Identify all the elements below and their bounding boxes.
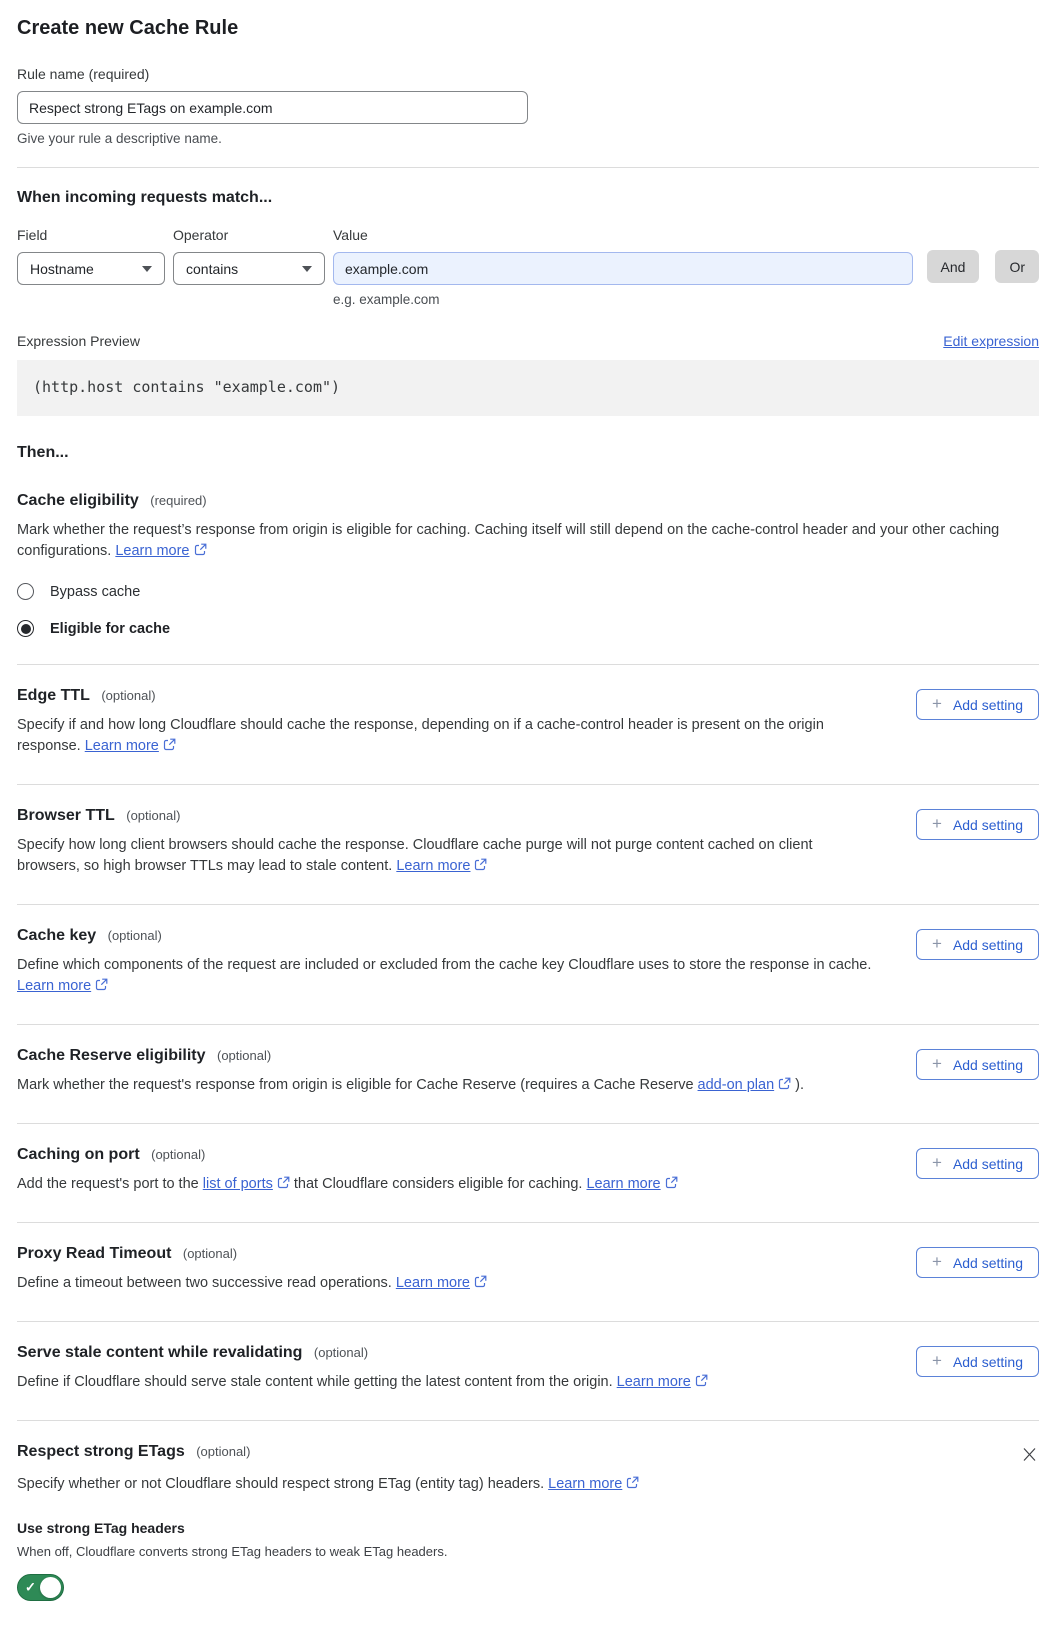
- plus-icon: +: [932, 1054, 942, 1073]
- cache-eligibility-title: Cache eligibility: [17, 492, 139, 509]
- divider: [17, 167, 1039, 168]
- checkmark-icon: ✓: [25, 1579, 36, 1595]
- or-button[interactable]: Or: [995, 250, 1039, 283]
- add-setting-button[interactable]: [916, 1247, 1039, 1278]
- setting-section-main: [17, 687, 916, 757]
- external-link-icon: [474, 858, 487, 871]
- setting-section-main: [17, 1146, 916, 1195]
- section-title: Caching on port: [17, 1146, 140, 1163]
- inline-link[interactable]: Learn more: [17, 978, 92, 994]
- add-setting-label: Add setting: [952, 1155, 1023, 1172]
- external-link-icon: [277, 1176, 290, 1189]
- then-heading: Then...: [17, 444, 69, 461]
- setting-section: [17, 1222, 1039, 1321]
- radio-option-bypass-cache[interactable]: [17, 583, 1039, 600]
- section-badge: (optional): [126, 808, 181, 823]
- add-setting-label: Add setting: [952, 936, 1023, 953]
- external-link-icon: [95, 978, 108, 991]
- chevron-down-icon: [302, 266, 312, 272]
- use-strong-etag-headers-helper: When off, Cloudflare converts strong ETag headers to weak ETag headers.: [17, 1544, 448, 1559]
- close-icon[interactable]: [1020, 1445, 1039, 1464]
- add-setting-button[interactable]: [916, 929, 1039, 960]
- external-link-icon: [194, 543, 207, 556]
- respect-strong-etags-description: Specify whether or not Cloudflare should respect strong ETag (entity tag) headers. Learn more: [17, 1474, 1039, 1495]
- setting-section: [17, 1024, 1039, 1123]
- value-label: Value: [333, 227, 368, 243]
- field-column: [17, 227, 165, 285]
- inline-link[interactable]: Learn more: [586, 1176, 661, 1192]
- condition-join-buttons: [927, 227, 1039, 283]
- section-badge: (optional): [107, 928, 162, 943]
- cache-eligibility-description: Mark whether the request’s response from origin is eligible for caching. Caching itself will still depend on the cache-control header and your other caching configurations. Learn more: [17, 522, 1000, 559]
- expression-preview-label: Expression Preview: [17, 333, 140, 349]
- section-title: Edge TTL: [17, 687, 90, 704]
- inline-link[interactable]: Learn more: [84, 738, 159, 754]
- plus-icon: +: [932, 1351, 942, 1370]
- setting-section: [17, 1123, 1039, 1222]
- plus-icon: +: [932, 814, 942, 833]
- section-title: Cache Reserve eligibility: [17, 1047, 206, 1064]
- inline-link[interactable]: Learn more: [395, 1275, 470, 1291]
- and-button[interactable]: And: [927, 250, 980, 283]
- inline-link[interactable]: Learn more: [548, 1476, 623, 1492]
- external-link-icon: [626, 1476, 639, 1489]
- section-badge: (optional): [313, 1345, 369, 1360]
- plus-icon: +: [932, 934, 942, 953]
- section-badge: (optional): [101, 688, 156, 703]
- section-title: Cache key: [17, 927, 97, 944]
- setting-section-main: [17, 927, 916, 997]
- cache-eligibility-header: [17, 492, 1039, 510]
- inline-link[interactable]: Learn more: [616, 1374, 691, 1390]
- section-description: Add the request's port to the list of ports that Cloudflare considers eligible for caching. Learn more: [17, 1174, 876, 1195]
- setting-section-header: [17, 1245, 876, 1263]
- rule-name-helper: Give your rule a descriptive name.: [17, 131, 222, 146]
- respect-strong-etags-title-group: [17, 1443, 250, 1461]
- inline-link[interactable]: Learn more: [115, 543, 190, 559]
- setting-section-main: [17, 807, 916, 877]
- add-setting-button[interactable]: [916, 809, 1039, 840]
- toggle-knob: [40, 1577, 61, 1598]
- respect-strong-etags-header: [17, 1443, 1039, 1464]
- setting-section-main: [17, 1047, 916, 1096]
- section-badge: (optional): [182, 1246, 238, 1261]
- radio-checked-icon: [17, 620, 34, 637]
- page-title: Create new Cache Rule: [17, 17, 239, 39]
- section-title: Browser TTL: [17, 807, 115, 824]
- respect-strong-etags-title: Respect strong ETags: [17, 1443, 185, 1460]
- radio-label: Bypass cache: [50, 583, 141, 600]
- external-link-icon: [163, 738, 176, 751]
- section-title: Serve stale content while revalidating: [17, 1344, 303, 1361]
- field-select[interactable]: [17, 252, 165, 285]
- rule-name-group: [17, 66, 1039, 146]
- inline-link[interactable]: add-on plan: [697, 1077, 775, 1093]
- cache-eligibility-section: [17, 492, 1039, 637]
- setting-section: [17, 1321, 1039, 1420]
- operator-select[interactable]: [173, 252, 325, 285]
- radio-option-eligible-for-cache[interactable]: [17, 620, 1039, 637]
- add-setting-button[interactable]: [916, 689, 1039, 720]
- respect-strong-etags-badge: (optional): [196, 1444, 251, 1459]
- section-badge: (optional): [151, 1147, 206, 1162]
- add-setting-label: Add setting: [952, 1056, 1023, 1073]
- section-description: Define a timeout between two successive read operations. Learn more: [17, 1273, 876, 1294]
- section-description: Specify if and how long Cloudflare should cache the response, depending on if a cache-control header is present on the origin response. Learn more: [17, 717, 824, 754]
- plus-icon: +: [932, 694, 942, 713]
- expression-code-block: (http.host contains "example.com"): [17, 360, 1039, 416]
- operator-label: Operator: [173, 227, 229, 243]
- setting-section-header: [17, 927, 876, 945]
- section-badge: (optional): [216, 1048, 272, 1063]
- setting-section: [17, 784, 1039, 904]
- use-strong-etag-headers-label: Use strong ETag headers: [17, 1520, 185, 1536]
- external-link-icon: [695, 1374, 708, 1387]
- setting-section: [17, 904, 1039, 1024]
- plus-icon: +: [932, 1153, 942, 1172]
- field-label: Field: [17, 227, 48, 243]
- radio-unchecked-icon: [17, 583, 34, 600]
- setting-section-main: [17, 1245, 916, 1294]
- section-description: Define which components of the request are included or excluded from the cache key Cloudflare uses to store the response in cache. Learn more: [17, 957, 872, 994]
- add-setting-button[interactable]: [916, 1049, 1039, 1080]
- setting-section-header: [17, 1344, 876, 1362]
- setting-section-header: [17, 687, 876, 705]
- value-column: [333, 227, 913, 307]
- cache-eligibility-badge: (required): [150, 493, 207, 508]
- add-setting-button[interactable]: [916, 1148, 1039, 1179]
- add-setting-button[interactable]: [916, 1346, 1039, 1377]
- strong-etag-toggle[interactable]: [17, 1574, 64, 1601]
- add-setting-label: Add setting: [952, 1254, 1023, 1271]
- external-link-icon: [665, 1176, 678, 1189]
- section-description: Mark whether the request's response from origin is eligible for Cache Reserve (requires a Cache Reserve add-on plan ).: [17, 1077, 805, 1093]
- rule-name-input[interactable]: [17, 91, 528, 124]
- match-condition-row: [17, 227, 1039, 307]
- edit-expression-link[interactable]: Edit expression: [943, 333, 1039, 349]
- plus-icon: +: [932, 1252, 942, 1271]
- setting-section-header: [17, 807, 876, 825]
- match-heading: When incoming requests match...: [17, 189, 273, 206]
- value-input[interactable]: [333, 252, 913, 285]
- setting-section: [17, 664, 1039, 784]
- operator-column: [173, 227, 325, 285]
- expression-preview-header: [17, 333, 1039, 349]
- optional-settings-list: [17, 664, 1039, 1420]
- setting-section-header: [17, 1047, 876, 1065]
- chevron-down-icon: [142, 266, 152, 272]
- add-setting-label: Add setting: [952, 816, 1023, 833]
- external-link-icon: [474, 1275, 487, 1288]
- add-setting-label: Add setting: [952, 696, 1023, 713]
- rule-name-label: Rule name (required): [17, 66, 150, 82]
- add-setting-label: Add setting: [952, 1353, 1023, 1370]
- inline-link[interactable]: list of ports: [202, 1176, 273, 1192]
- setting-section-header: [17, 1146, 876, 1164]
- section-title: Proxy Read Timeout: [17, 1245, 172, 1262]
- external-link-icon: [778, 1077, 791, 1090]
- section-description: Define if Cloudflare should serve stale content while getting the latest content from the origin. Learn more: [17, 1372, 876, 1393]
- operator-select-value: contains: [186, 260, 239, 277]
- setting-section-main: [17, 1344, 916, 1393]
- field-select-value: Hostname: [30, 260, 94, 277]
- value-helper: e.g. example.com: [333, 292, 440, 307]
- radio-label: Eligible for cache: [50, 620, 171, 637]
- section-description: Specify how long client browsers should cache the response. Cloudflare cache purge will not purge content cached on client browsers, so high browser TTLs may lead to stale content. Learn more: [17, 837, 813, 874]
- respect-strong-etags-section: [17, 1420, 1039, 1601]
- inline-link[interactable]: Learn more: [396, 858, 471, 874]
